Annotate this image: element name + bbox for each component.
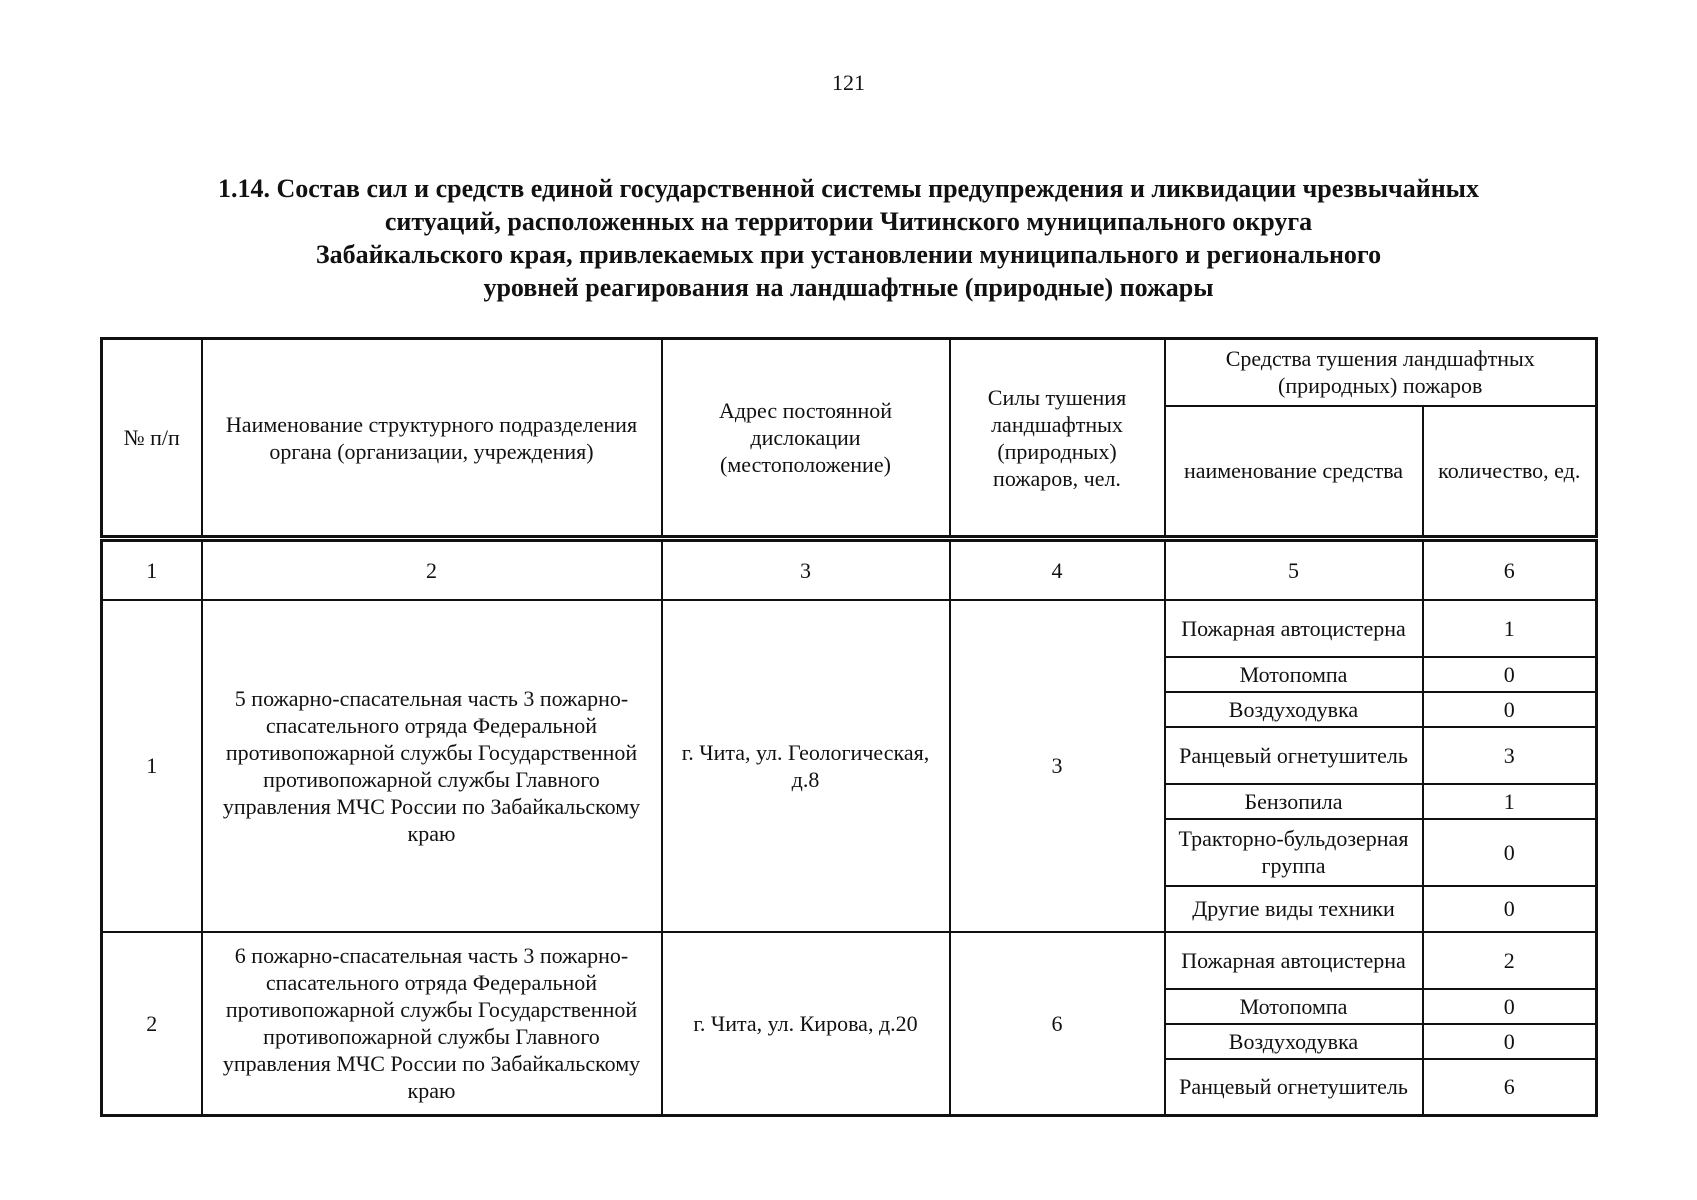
unit-name: 6 пожарно-спасательная часть 3 пожарно-спасательного отряда Федеральной противопожарной службы Государственной противопожарной службы Главного управления МЧС России по Забайкальскому краю [202,932,662,1116]
means-name: Пожарная автоцистерна [1165,600,1423,657]
unit-address: г. Чита, ул. Геологическая, д.8 [662,600,950,932]
unit-name: 5 пожарно-спасательная часть 3 пожарно-спасательного отряда Федеральной противопожарной службы Государственной противопожарной службы Главного управления МЧС России по Забайкальскому краю [202,600,662,932]
forces-count: 6 [950,932,1165,1116]
table-body [100,539,1598,1117]
means-qty: 0 [1423,819,1597,886]
header-means-name: наименование средства [1165,406,1423,537]
means-name: Ранцевый огнетушитель [1165,1059,1423,1116]
column-number: 3 [662,541,950,600]
means-name: Воздуходувка [1165,1024,1423,1059]
means-name: Воздуходувка [1165,692,1423,727]
column-number: 5 [1165,541,1423,600]
table-header [100,337,1598,538]
means-qty: 0 [1423,989,1597,1024]
row-number: 1 [102,600,202,932]
unit-address: г. Чита, ул. Кирова, д.20 [662,932,950,1116]
means-qty: 1 [1423,784,1597,819]
means-qty: 1 [1423,600,1597,657]
header-means-group: Средства тушения ландшафтных (природных) пожаров [1165,339,1597,406]
means-qty: 6 [1423,1059,1597,1116]
forces-count: 3 [950,600,1165,932]
title-line: ситуаций, расположенных на территории Читинского муниципального округа [384,207,1313,236]
column-number: 4 [950,541,1165,600]
means-name: Мотопомпа [1165,989,1423,1024]
header-address: Адрес постоянной дислокации (местоположение) [662,339,950,537]
title-line: 1.14. Состав сил и средств единой государственной системы предупреждения и ликвидации чрезвычайных [218,174,1479,203]
means-qty: 0 [1423,1024,1597,1059]
column-number-row [102,541,1597,600]
means-name: Пожарная автоцистерна [1165,932,1423,989]
means-qty: 3 [1423,727,1597,784]
means-qty: 0 [1423,657,1597,692]
means-name: Тракторно-бульдозерная группа [1165,819,1423,886]
header-means-qty: количество, ед. [1423,406,1597,537]
table-row [102,932,1597,989]
means-qty: 0 [1423,886,1597,932]
header-forces: Силы тушения ландшафтных (природных) пожаров, чел. [950,339,1165,537]
document-title [120,172,1577,304]
means-name: Ранцевый огнетушитель [1165,727,1423,784]
page-number: 121 [832,70,865,95]
means-name: Бензопила [1165,784,1423,819]
title-line: уровней реагирования на ландшафтные (природные) пожары [483,273,1214,302]
header-number: № п/п [102,339,202,537]
column-number: 2 [202,541,662,600]
means-name: Мотопомпа [1165,657,1423,692]
title-line: Забайкальского края, привлекаемых при установлении муниципального и регионального [315,240,1382,269]
table-row [102,600,1597,657]
means-qty: 2 [1423,932,1597,989]
column-number: 6 [1423,541,1597,600]
means-name: Другие виды техники [1165,886,1423,932]
header-unit-name: Наименование структурного подразделения органа (организации, учреждения) [202,339,662,537]
column-number: 1 [102,541,202,600]
row-number: 2 [102,932,202,1116]
means-qty: 0 [1423,692,1597,727]
